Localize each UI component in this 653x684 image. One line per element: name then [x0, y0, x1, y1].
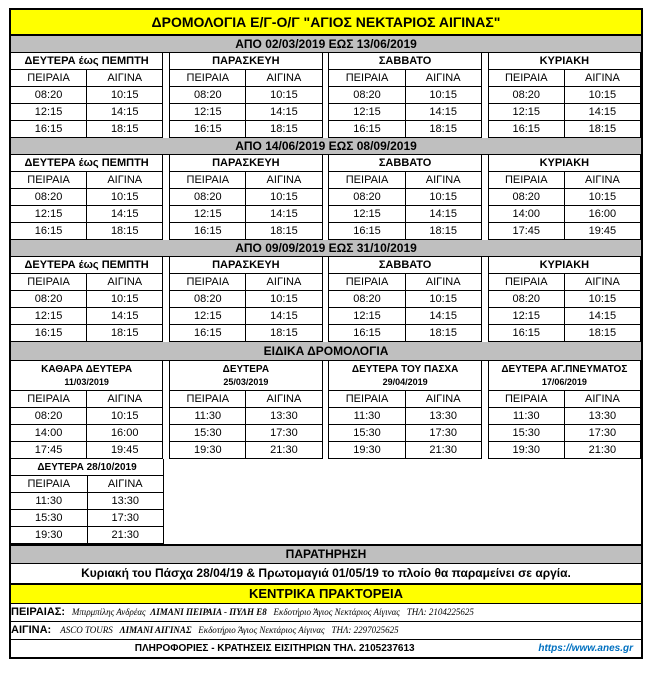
cell-aegina: 10:15	[110, 410, 139, 422]
cell-aegina: ΑΙΓΙΝΑ	[585, 393, 620, 405]
column-headers	[170, 274, 321, 291]
cell-piraeus: ΠΕΙΡΑΙΑ	[329, 172, 405, 188]
cell-aegina: 18:15	[270, 225, 298, 237]
special-schedules	[11, 361, 641, 544]
cell-aegina: 21:30	[429, 444, 457, 456]
cell-aegina: 14:15	[588, 310, 617, 322]
column-headers	[11, 70, 162, 87]
time-row	[329, 442, 480, 459]
page-title: ΔΡΟΜΟΛΟΓΙΑ Ε/Γ-Ο/Γ "ΑΓΙΟΣ ΝΕΚΤΑΡΙΟΣ ΑΙΓΙΝΑΣ"	[11, 10, 641, 36]
cell-aegina: 14:15	[110, 208, 139, 220]
time-row	[489, 325, 640, 342]
agency-phone: ΤΗΛ: 2297025625	[331, 625, 399, 635]
special-grid	[11, 361, 641, 459]
day-name: ΚΥΡΙΑΚΗ	[489, 155, 640, 172]
cell-aegina: 14:15	[270, 310, 298, 322]
agency-place: ΛΙΜΑΝΙ ΠΕΙΡΑΙΑ - ΠΥΛΗ Ε8	[150, 607, 267, 617]
cell-piraeus: ΠΕΙΡΑΙΑ	[329, 70, 405, 86]
cell-aegina: 13:30	[588, 410, 617, 422]
separator	[323, 361, 330, 459]
special-block	[11, 459, 164, 544]
special-block	[11, 361, 163, 459]
cell-piraeus: 12:15	[170, 308, 246, 324]
day-block	[489, 257, 641, 342]
day-block	[11, 155, 163, 240]
cell-aegina: ΑΙΓΙΝΑ	[425, 174, 461, 186]
cell-aegina: 17:30	[111, 512, 140, 524]
time-row	[11, 291, 162, 308]
special-name	[11, 361, 162, 391]
cell-aegina: 18:15	[110, 225, 139, 237]
cell-aegina: 18:15	[588, 123, 617, 135]
separator	[163, 257, 170, 342]
cell-piraeus: ΠΕΙΡΑΙΑ	[489, 274, 565, 290]
cell-piraeus: 16:15	[170, 223, 246, 239]
day-name: ΔΕΥΤΕΡΑ έως ΠΕΜΠΤΗ	[11, 53, 162, 70]
time-row	[170, 325, 321, 342]
day-block	[170, 53, 322, 138]
day-block	[170, 257, 322, 342]
time-row	[11, 121, 162, 138]
cell-piraeus: 15:30	[489, 425, 565, 441]
column-headers	[329, 274, 480, 291]
cell-aegina: 10:15	[270, 89, 298, 101]
special-name	[489, 361, 640, 391]
day-block	[11, 53, 163, 138]
separator	[163, 53, 170, 138]
cell-piraeus: 14:00	[11, 425, 87, 441]
time-row	[11, 510, 163, 527]
time-row	[170, 87, 321, 104]
day-block	[329, 53, 481, 138]
column-headers	[170, 391, 321, 408]
time-row	[170, 425, 321, 442]
time-row	[329, 121, 480, 138]
day-name: ΚΥΡΙΑΚΗ	[489, 257, 640, 274]
time-row	[11, 493, 163, 510]
cell-piraeus: ΠΕΙΡΑΙΑ	[489, 391, 565, 407]
cell-piraeus: ΠΕΙΡΑΙΑ	[170, 274, 246, 290]
time-row	[11, 527, 163, 544]
cell-piraeus: ΠΕΙΡΑΙΑ	[11, 476, 88, 492]
cell-aegina: ΑΙΓΙΝΑ	[107, 478, 143, 490]
cell-piraeus: 08:20	[329, 189, 405, 205]
note-title: ΠΑΡΑΤΗΡΗΣΗ	[11, 544, 641, 564]
cell-aegina: 14:15	[588, 106, 617, 118]
footer	[11, 640, 641, 657]
cell-piraeus: ΠΕΙΡΑΙΑ	[11, 391, 87, 407]
time-row	[11, 87, 162, 104]
column-headers	[329, 70, 480, 87]
column-headers	[11, 391, 162, 408]
cell-piraeus: 12:15	[11, 206, 87, 222]
separator	[323, 155, 330, 240]
special-title: ΕΙΔΙΚΑ ΔΡΟΜΟΛΟΓΙΑ	[11, 342, 641, 361]
agency-aegina	[11, 622, 641, 640]
special-date: 11/03/2019	[64, 377, 109, 387]
cell-aegina: 10:15	[429, 191, 457, 203]
cell-aegina: 21:30	[588, 444, 617, 456]
time-row	[329, 223, 480, 240]
cell-piraeus: 08:20	[489, 87, 565, 103]
time-row	[11, 308, 162, 325]
cell-piraeus: 17:45	[11, 442, 87, 458]
day-name: ΠΑΡΑΣΚΕΥΗ	[170, 155, 321, 172]
column-headers	[170, 172, 321, 189]
cell-aegina: ΑΙΓΙΝΑ	[425, 393, 461, 405]
cell-piraeus: 08:20	[489, 189, 565, 205]
cell-aegina: ΑΙΓΙΝΑ	[585, 276, 620, 288]
cell-aegina: 14:15	[110, 310, 139, 322]
cell-aegina: 17:30	[270, 427, 298, 439]
period-header: ΑΠΟ 09/09/2019 ΕΩΣ 31/10/2019	[11, 240, 641, 257]
cell-piraeus: 08:20	[329, 291, 405, 307]
cell-aegina: 18:15	[110, 123, 139, 135]
day-name: ΣΑΒΒΑΤΟ	[329, 155, 480, 172]
cell-piraeus: 12:15	[489, 308, 565, 324]
cell-aegina: 18:15	[429, 327, 457, 339]
cell-aegina: 18:15	[110, 327, 139, 339]
agencies-title: ΚΕΝΤΡΙΚΑ ΠΡΑΚΤΟΡΕΙΑ	[11, 585, 641, 604]
special-date: 25/03/2019	[223, 377, 269, 387]
cell-aegina: 18:15	[429, 225, 457, 237]
cell-piraeus: 08:20	[11, 291, 87, 307]
agency-place: ΛΙΜΑΝΙ ΑΙΓΙΝΑΣ	[119, 625, 192, 635]
note-text: Κυριακή του Πάσχα 28/04/19 & Πρωτομαγιά 01/05/19 το πλοίο θα παραμείνει σε αργία.	[11, 564, 641, 585]
cell-aegina: 16:00	[110, 427, 139, 439]
special-day: ΔΕΥΤΕΡΑ 28/10/2019	[37, 462, 137, 473]
day-block	[489, 53, 641, 138]
cell-aegina: 16:00	[588, 208, 617, 220]
time-row	[489, 308, 640, 325]
time-row	[329, 104, 480, 121]
time-row	[329, 425, 480, 442]
cell-piraeus: 08:20	[489, 291, 565, 307]
time-row	[11, 442, 162, 459]
cell-piraeus: 11:30	[489, 408, 565, 424]
special-name	[170, 361, 321, 391]
cell-aegina: 10:15	[588, 293, 617, 305]
day-block	[489, 155, 641, 240]
time-row	[489, 87, 640, 104]
separator	[482, 257, 489, 342]
cell-piraeus: 11:30	[329, 408, 405, 424]
separator	[163, 361, 170, 459]
time-row	[170, 442, 321, 459]
cell-aegina: 17:30	[429, 427, 457, 439]
period-grid	[11, 53, 641, 138]
cell-aegina: 10:15	[429, 293, 457, 305]
time-row	[329, 87, 480, 104]
time-row	[170, 104, 321, 121]
time-row	[329, 308, 480, 325]
agency-piraeus	[11, 604, 641, 622]
cell-piraeus: 16:15	[329, 223, 405, 239]
cell-piraeus: 08:20	[11, 408, 87, 424]
agency-name: Μπιρμπίλης Ανδρέας	[71, 607, 146, 617]
cell-piraeus: 16:15	[11, 223, 87, 239]
day-block	[329, 257, 481, 342]
cell-aegina: 13:30	[270, 410, 298, 422]
cell-piraeus: 08:20	[170, 291, 246, 307]
column-headers	[489, 391, 640, 408]
cell-piraeus: 17:45	[489, 223, 565, 239]
cell-aegina: 18:15	[429, 123, 457, 135]
cell-piraeus: 12:15	[11, 308, 87, 324]
agency-name: ASCO TOURS	[60, 625, 113, 635]
cell-piraeus: 16:15	[489, 325, 565, 341]
cell-aegina: ΑΙΓΙΝΑ	[266, 72, 302, 84]
column-headers	[329, 172, 480, 189]
day-name: ΔΕΥΤΕΡΑ έως ΠΕΜΠΤΗ	[11, 155, 162, 172]
cell-aegina: 10:15	[110, 89, 139, 101]
cell-piraeus: 12:15	[11, 104, 87, 120]
cell-aegina: 18:15	[270, 327, 298, 339]
cell-aegina: 14:15	[429, 310, 457, 322]
cell-piraeus: ΠΕΙΡΑΙΑ	[170, 391, 246, 407]
cell-piraeus: 08:20	[329, 87, 405, 103]
time-row	[329, 189, 480, 206]
time-row	[329, 325, 480, 342]
cell-piraeus: 12:15	[329, 308, 405, 324]
cell-aegina: 10:15	[270, 293, 298, 305]
cell-piraeus: 19:30	[329, 442, 405, 458]
cell-piraeus: ΠΕΙΡΑΙΑ	[170, 70, 246, 86]
time-row	[489, 206, 640, 223]
cell-aegina: ΑΙΓΙΝΑ	[107, 393, 143, 405]
column-headers	[170, 70, 321, 87]
time-row	[170, 223, 321, 240]
separator	[482, 155, 489, 240]
day-block	[329, 155, 481, 240]
footer-info: ΠΛΗΡΟΦΟΡΙΕΣ - ΚΡΑΤΗΣΕΙΣ ΕΙΣΙΤΗΡΙΩΝ ΤΗΛ. 2105237613	[134, 643, 415, 654]
cell-aegina: ΑΙΓΙΝΑ	[425, 276, 461, 288]
cell-piraeus: ΠΕΙΡΑΙΑ	[170, 172, 246, 188]
separator	[482, 361, 489, 459]
time-row	[489, 223, 640, 240]
cell-piraeus: 11:30	[170, 408, 246, 424]
column-headers	[11, 274, 162, 291]
time-row	[489, 121, 640, 138]
cell-aegina: 10:15	[588, 191, 617, 203]
cell-piraeus: 16:15	[329, 121, 405, 137]
cell-piraeus: 12:15	[329, 104, 405, 120]
cell-piraeus: 15:30	[170, 425, 246, 441]
special-name	[11, 459, 163, 476]
cell-piraeus: 16:15	[170, 325, 246, 341]
separator	[323, 257, 330, 342]
cell-piraeus: 19:30	[489, 442, 565, 458]
day-name: ΠΑΡΑΣΚΕΥΗ	[170, 257, 321, 274]
day-name: ΣΑΒΒΑΤΟ	[329, 257, 480, 274]
cell-piraeus: ΠΕΙΡΑΙΑ	[489, 70, 565, 86]
day-name: ΚΥΡΙΑΚΗ	[489, 53, 640, 70]
column-headers	[11, 172, 162, 189]
separator	[482, 53, 489, 138]
cell-piraeus: 12:15	[329, 206, 405, 222]
special-day: ΔΕΥΤΕΡΑ	[222, 364, 270, 375]
time-row	[329, 291, 480, 308]
cell-aegina: 10:15	[429, 89, 457, 101]
period-header: ΑΠΟ 14/06/2019 ΕΩΣ 08/09/2019	[11, 138, 641, 155]
cell-aegina: 18:15	[270, 123, 298, 135]
special-block	[329, 361, 481, 459]
time-row	[489, 291, 640, 308]
cell-aegina: ΑΙΓΙΝΑ	[107, 276, 143, 288]
cell-piraeus: ΠΕΙΡΑΙΑ	[329, 274, 405, 290]
cell-piraeus: 16:15	[329, 325, 405, 341]
special-day: ΔΕΥΤΕΡΑ ΑΓ.ΠΝΕΥΜΑΤΟΣ	[501, 364, 628, 375]
special-date: 29/04/2019	[382, 377, 428, 387]
cell-aegina: 14:15	[270, 208, 298, 220]
cell-piraeus: 15:30	[11, 510, 88, 526]
time-row	[170, 408, 321, 425]
cell-aegina: 10:15	[270, 191, 298, 203]
day-name: ΣΑΒΒΑΤΟ	[329, 53, 480, 70]
special-block	[170, 361, 322, 459]
time-row	[11, 206, 162, 223]
period-grid	[11, 257, 641, 342]
time-row	[329, 408, 480, 425]
separator	[323, 53, 330, 138]
agency-phone: ΤΗΛ: 2104225625	[406, 607, 474, 617]
cell-aegina: 14:15	[110, 106, 139, 118]
column-headers	[489, 70, 640, 87]
cell-piraeus: ΠΕΙΡΑΙΑ	[329, 391, 405, 407]
cell-aegina: ΑΙΓΙΝΑ	[585, 174, 620, 186]
special-block	[489, 361, 641, 459]
cell-piraeus: 08:20	[11, 87, 87, 103]
column-headers	[489, 274, 640, 291]
time-row	[11, 223, 162, 240]
cell-aegina: ΑΙΓΙΝΑ	[107, 174, 143, 186]
cell-piraeus: 16:15	[11, 121, 87, 137]
cell-aegina: 10:15	[110, 191, 139, 203]
cell-piraeus: 12:15	[170, 206, 246, 222]
separator	[163, 155, 170, 240]
cell-aegina: ΑΙΓΙΝΑ	[585, 72, 620, 84]
cell-aegina: 21:30	[270, 444, 298, 456]
cell-piraeus: 08:20	[170, 87, 246, 103]
cell-aegina: ΑΙΓΙΝΑ	[425, 72, 461, 84]
day-block	[11, 257, 163, 342]
time-row	[170, 308, 321, 325]
cell-piraeus: ΠΕΙΡΑΙΑ	[11, 70, 87, 86]
cell-piraeus: ΠΕΙΡΑΙΑ	[11, 274, 87, 290]
cell-aegina: 18:15	[588, 327, 617, 339]
time-row	[489, 408, 640, 425]
special-name	[329, 361, 480, 391]
cell-piraeus: ΠΕΙΡΑΙΑ	[489, 172, 565, 188]
cell-piraeus: 15:30	[329, 425, 405, 441]
time-row	[170, 206, 321, 223]
column-headers	[11, 476, 163, 493]
cell-piraeus: 16:15	[489, 121, 565, 137]
column-headers	[329, 391, 480, 408]
time-row	[11, 104, 162, 121]
day-block	[170, 155, 322, 240]
cell-aegina: 21:30	[111, 529, 140, 541]
special-day: ΚΑΘΑΡΑ ΔΕΥΤΕΡΑ	[41, 364, 133, 375]
cell-aegina: 14:15	[270, 106, 298, 118]
agency-city: ΠΕΙΡΑΙΑΣ:	[11, 606, 66, 618]
time-row	[170, 121, 321, 138]
agency-office: Εκδοτήριο Άγιος Νεκτάριος Αίγινας	[198, 625, 325, 635]
time-row	[170, 291, 321, 308]
cell-aegina: ΑΙΓΙΝΑ	[266, 393, 302, 405]
periods	[11, 36, 641, 342]
cell-aegina: 13:30	[111, 495, 140, 507]
column-headers	[489, 172, 640, 189]
cell-piraeus: 16:15	[11, 325, 87, 341]
day-name: ΔΕΥΤΕΡΑ έως ΠΕΜΠΤΗ	[11, 257, 162, 274]
website-link[interactable]: https://www.anes.gr	[538, 643, 633, 654]
cell-piraeus: 08:20	[11, 189, 87, 205]
cell-piraeus: 12:15	[170, 104, 246, 120]
cell-piraeus: 19:30	[170, 442, 246, 458]
day-name: ΠΑΡΑΣΚΕΥΗ	[170, 53, 321, 70]
time-row	[11, 425, 162, 442]
special-date: 17/06/2019	[541, 377, 587, 387]
time-row	[11, 189, 162, 206]
cell-piraeus: 16:15	[170, 121, 246, 137]
time-row	[489, 104, 640, 121]
cell-piraeus: 11:30	[11, 493, 88, 509]
cell-aegina: 13:30	[429, 410, 457, 422]
cell-aegina: 10:15	[588, 89, 617, 101]
period-header: ΑΠΟ 02/03/2019 ΕΩΣ 13/06/2019	[11, 36, 641, 53]
cell-aegina: 10:15	[110, 293, 139, 305]
cell-piraeus: 08:20	[170, 189, 246, 205]
time-row	[489, 442, 640, 459]
time-row	[489, 189, 640, 206]
cell-aegina: 19:45	[110, 444, 139, 456]
cell-aegina: 14:15	[429, 106, 457, 118]
cell-aegina: ΑΙΓΙΝΑ	[107, 72, 143, 84]
special-day: ΔΕΥΤΕΡΑ ΤΟΥ ΠΑΣΧΑ	[351, 364, 459, 375]
cell-aegina: 19:45	[588, 225, 617, 237]
period-grid	[11, 155, 641, 240]
agency-city: ΑΙΓΙΝΑ:	[11, 624, 52, 636]
cell-aegina: ΑΙΓΙΝΑ	[266, 276, 302, 288]
time-row	[11, 325, 162, 342]
cell-piraeus: 14:00	[489, 206, 565, 222]
cell-piraeus: 12:15	[489, 104, 565, 120]
cell-piraeus: 19:30	[11, 527, 88, 543]
time-row	[170, 189, 321, 206]
cell-aegina: 17:30	[588, 427, 617, 439]
time-row	[329, 206, 480, 223]
cell-piraeus: ΠΕΙΡΑΙΑ	[11, 172, 87, 188]
schedule-sheet	[9, 8, 643, 659]
time-row	[11, 408, 162, 425]
agency-office: Εκδοτήριο Άγιος Νεκτάριος Αίγινας	[273, 607, 400, 617]
special-grid	[11, 459, 641, 544]
time-row	[489, 425, 640, 442]
cell-aegina: 14:15	[429, 208, 457, 220]
cell-aegina: ΑΙΓΙΝΑ	[266, 174, 302, 186]
